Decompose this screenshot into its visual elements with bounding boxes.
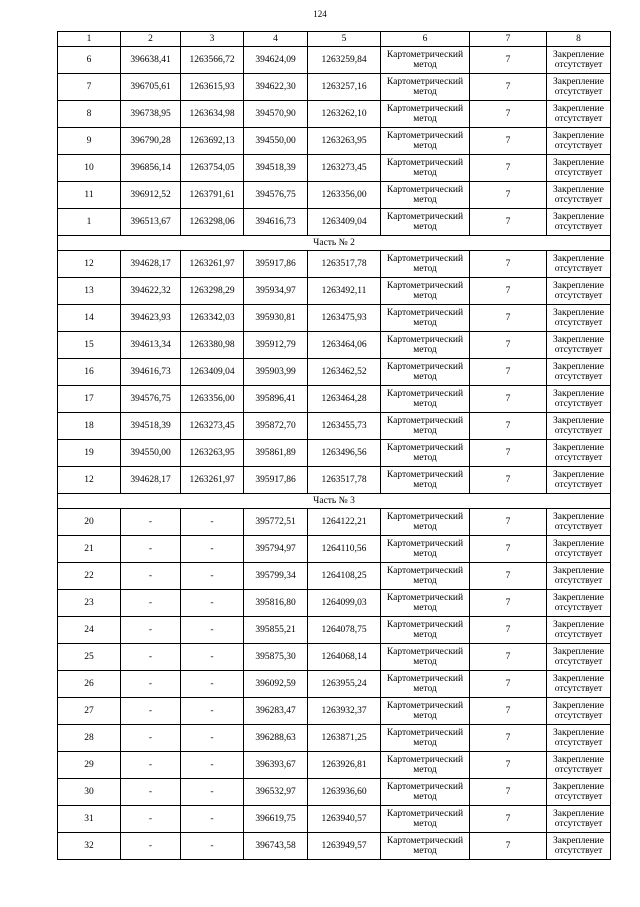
coord-x-new-cell: 394576,75 [244, 182, 308, 209]
coord-x-old-cell: 394576,75 [121, 386, 181, 413]
coord-y-new-cell: 1263492,11 [308, 278, 381, 305]
fixing-cell: Закрепление отсутствует [547, 806, 611, 833]
coord-y-old-cell: 1263754,05 [181, 155, 244, 182]
point-number-cell: 32 [58, 833, 121, 860]
coord-y-old-cell: - [181, 725, 244, 752]
method-cell: Картометрический метод [381, 413, 470, 440]
fixing-cell: Закрепление отсутствует [547, 698, 611, 725]
coord-y-new-cell: 1263955,24 [308, 671, 381, 698]
accuracy-cell: 7 [470, 617, 547, 644]
coord-y-new-cell: 1263517,78 [308, 251, 381, 278]
coord-y-old-cell: - [181, 617, 244, 644]
table-row [58, 671, 611, 698]
coord-x-new-cell: 395930,81 [244, 305, 308, 332]
method-cell: Картометрический метод [381, 752, 470, 779]
coord-y-old-cell: - [181, 563, 244, 590]
table-row [58, 305, 611, 332]
point-number-cell: 30 [58, 779, 121, 806]
method-cell: Картометрический метод [381, 305, 470, 332]
table-row [58, 251, 611, 278]
accuracy-cell: 7 [470, 74, 547, 101]
point-number-cell: 31 [58, 806, 121, 833]
coord-y-new-cell: 1263949,57 [308, 833, 381, 860]
method-cell: Картометрический метод [381, 440, 470, 467]
table-row [58, 563, 611, 590]
fixing-cell: Закрепление отсутствует [547, 671, 611, 698]
coord-x-new-cell: 395799,34 [244, 563, 308, 590]
fixing-cell: Закрепление отсутствует [547, 386, 611, 413]
coord-y-new-cell: 1263262,10 [308, 101, 381, 128]
coord-y-new-cell: 1263871,25 [308, 725, 381, 752]
coord-y-new-cell: 1263496,56 [308, 440, 381, 467]
point-number-cell: 29 [58, 752, 121, 779]
coord-x-old-cell: - [121, 644, 181, 671]
coordinates-table [57, 31, 611, 860]
table-row [58, 155, 611, 182]
accuracy-cell: 7 [470, 209, 547, 236]
point-number-cell: 13 [58, 278, 121, 305]
table-row [58, 536, 611, 563]
table-row [58, 509, 611, 536]
fixing-cell: Закрепление отсутствует [547, 590, 611, 617]
coord-y-old-cell: 1263263,95 [181, 440, 244, 467]
accuracy-cell: 7 [470, 251, 547, 278]
fixing-cell: Закрепление отсутствует [547, 644, 611, 671]
point-number-cell: 9 [58, 128, 121, 155]
table-row [58, 209, 611, 236]
fixing-cell: Закрепление отсутствует [547, 278, 611, 305]
table-row [58, 698, 611, 725]
coord-x-new-cell: 395855,21 [244, 617, 308, 644]
coord-y-new-cell: 1263475,93 [308, 305, 381, 332]
method-cell: Картометрический метод [381, 671, 470, 698]
method-cell: Картометрический метод [381, 563, 470, 590]
accuracy-cell: 7 [470, 563, 547, 590]
accuracy-cell: 7 [470, 386, 547, 413]
fixing-cell: Закрепление отсутствует [547, 74, 611, 101]
table-row [58, 644, 611, 671]
coord-y-old-cell: 1263634,98 [181, 101, 244, 128]
method-cell: Картометрический метод [381, 74, 470, 101]
coord-x-old-cell: - [121, 752, 181, 779]
fixing-cell: Закрепление отсутствует [547, 752, 611, 779]
accuracy-cell: 7 [470, 752, 547, 779]
coord-y-old-cell: - [181, 833, 244, 860]
point-number-cell: 6 [58, 47, 121, 74]
section-title-row [58, 494, 611, 509]
coord-y-old-cell: - [181, 806, 244, 833]
coord-x-new-cell: 394550,00 [244, 128, 308, 155]
coord-y-old-cell: 1263261,97 [181, 251, 244, 278]
coord-x-new-cell: 395903,99 [244, 359, 308, 386]
coord-x-new-cell: 395816,80 [244, 590, 308, 617]
fixing-cell: Закрепление отсутствует [547, 305, 611, 332]
coord-x-new-cell: 396092,59 [244, 671, 308, 698]
table-row [58, 467, 611, 494]
fixing-cell: Закрепление отсутствует [547, 182, 611, 209]
point-number-cell: 1 [58, 209, 121, 236]
coord-x-old-cell: 394622,32 [121, 278, 181, 305]
coord-x-new-cell: 396532,97 [244, 779, 308, 806]
fixing-cell: Закрепление отсутствует [547, 440, 611, 467]
method-cell: Картометрический метод [381, 725, 470, 752]
fixing-cell: Закрепление отсутствует [547, 467, 611, 494]
point-number-cell: 20 [58, 509, 121, 536]
point-number-cell: 17 [58, 386, 121, 413]
coord-y-new-cell: 1264078,75 [308, 617, 381, 644]
coord-y-old-cell: 1263380,98 [181, 332, 244, 359]
table-row [58, 779, 611, 806]
point-number-cell: 15 [58, 332, 121, 359]
method-cell: Картометрический метод [381, 536, 470, 563]
point-number-cell: 18 [58, 413, 121, 440]
method-cell: Картометрический метод [381, 806, 470, 833]
coord-x-new-cell: 396393,67 [244, 752, 308, 779]
method-cell: Картометрический метод [381, 779, 470, 806]
coord-x-old-cell: 394550,00 [121, 440, 181, 467]
coord-x-old-cell: - [121, 698, 181, 725]
coord-x-new-cell: 395772,51 [244, 509, 308, 536]
table-row [58, 74, 611, 101]
accuracy-cell: 7 [470, 590, 547, 617]
coord-y-new-cell: 1263940,57 [308, 806, 381, 833]
point-number-cell: 12 [58, 467, 121, 494]
coord-x-new-cell: 395875,30 [244, 644, 308, 671]
coord-x-old-cell: 396638,41 [121, 47, 181, 74]
accuracy-cell: 7 [470, 155, 547, 182]
coord-x-old-cell: - [121, 617, 181, 644]
fixing-cell: Закрепление отсутствует [547, 128, 611, 155]
accuracy-cell: 7 [470, 833, 547, 860]
coord-x-new-cell: 394570,90 [244, 101, 308, 128]
coord-y-old-cell: 1263356,00 [181, 386, 244, 413]
accuracy-cell: 7 [470, 725, 547, 752]
method-cell: Картометрический метод [381, 359, 470, 386]
coord-y-old-cell: - [181, 590, 244, 617]
coord-x-old-cell: 396738,95 [121, 101, 181, 128]
coord-y-old-cell: 1263409,04 [181, 359, 244, 386]
coord-x-new-cell: 395934,97 [244, 278, 308, 305]
coord-x-new-cell: 395912,79 [244, 332, 308, 359]
coord-y-old-cell: 1263298,29 [181, 278, 244, 305]
method-cell: Картометрический метод [381, 47, 470, 74]
coord-x-new-cell: 396283,47 [244, 698, 308, 725]
coord-x-old-cell: 394628,17 [121, 467, 181, 494]
accuracy-cell: 7 [470, 467, 547, 494]
coord-x-new-cell: 395794,97 [244, 536, 308, 563]
fixing-cell: Закрепление отсутствует [547, 155, 611, 182]
coord-y-new-cell: 1264068,14 [308, 644, 381, 671]
coord-x-new-cell: 394622,30 [244, 74, 308, 101]
fixing-cell: Закрепление отсутствует [547, 47, 611, 74]
table-row [58, 590, 611, 617]
coord-x-new-cell: 395917,86 [244, 467, 308, 494]
coord-x-new-cell: 394616,73 [244, 209, 308, 236]
method-cell: Картометрический метод [381, 278, 470, 305]
accuracy-cell: 7 [470, 671, 547, 698]
column-header: 2 [121, 32, 181, 47]
coord-y-old-cell: - [181, 671, 244, 698]
coord-x-old-cell: - [121, 536, 181, 563]
fixing-cell: Закрепление отсутствует [547, 332, 611, 359]
point-number-cell: 8 [58, 101, 121, 128]
coord-y-old-cell: - [181, 509, 244, 536]
fixing-cell: Закрепление отсутствует [547, 413, 611, 440]
coord-y-old-cell: - [181, 536, 244, 563]
method-cell: Картометрический метод [381, 698, 470, 725]
coord-x-new-cell: 395872,70 [244, 413, 308, 440]
fixing-cell: Закрепление отсутствует [547, 509, 611, 536]
coord-y-old-cell: 1263566,72 [181, 47, 244, 74]
page-number: 124 [313, 9, 327, 19]
column-header: 4 [244, 32, 308, 47]
method-cell: Картометрический метод [381, 251, 470, 278]
coord-x-old-cell: 396912,52 [121, 182, 181, 209]
coord-x-new-cell: 394518,39 [244, 155, 308, 182]
point-number-cell: 27 [58, 698, 121, 725]
accuracy-cell: 7 [470, 332, 547, 359]
coord-y-new-cell: 1263263,95 [308, 128, 381, 155]
accuracy-cell: 7 [470, 305, 547, 332]
coord-x-old-cell: - [121, 509, 181, 536]
table-row [58, 725, 611, 752]
point-number-cell: 19 [58, 440, 121, 467]
coord-x-old-cell: - [121, 563, 181, 590]
method-cell: Картометрический метод [381, 509, 470, 536]
accuracy-cell: 7 [470, 101, 547, 128]
fixing-cell: Закрепление отсутствует [547, 101, 611, 128]
point-number-cell: 24 [58, 617, 121, 644]
coord-y-new-cell: 1263455,73 [308, 413, 381, 440]
point-number-cell: 23 [58, 590, 121, 617]
method-cell: Картометрический метод [381, 590, 470, 617]
table-row [58, 386, 611, 413]
method-cell: Картометрический метод [381, 182, 470, 209]
coord-x-old-cell: 394616,73 [121, 359, 181, 386]
fixing-cell: Закрепление отсутствует [547, 563, 611, 590]
coord-y-new-cell: 1264122,21 [308, 509, 381, 536]
table-row [58, 413, 611, 440]
coord-y-old-cell: 1263615,93 [181, 74, 244, 101]
accuracy-cell: 7 [470, 47, 547, 74]
coord-x-new-cell: 395861,89 [244, 440, 308, 467]
point-number-cell: 22 [58, 563, 121, 590]
fixing-cell: Закрепление отсутствует [547, 359, 611, 386]
coord-y-new-cell: 1263517,78 [308, 467, 381, 494]
column-header: 6 [381, 32, 470, 47]
accuracy-cell: 7 [470, 278, 547, 305]
coord-x-new-cell: 394624,09 [244, 47, 308, 74]
coord-x-old-cell: - [121, 590, 181, 617]
coord-x-old-cell: - [121, 833, 181, 860]
table-row [58, 278, 611, 305]
table-row [58, 47, 611, 74]
accuracy-cell: 7 [470, 440, 547, 467]
fixing-cell: Закрепление отсутствует [547, 536, 611, 563]
coord-y-new-cell: 1264099,03 [308, 590, 381, 617]
coord-x-new-cell: 396619,75 [244, 806, 308, 833]
point-number-cell: 7 [58, 74, 121, 101]
fixing-cell: Закрепление отсутствует [547, 725, 611, 752]
method-cell: Картометрический метод [381, 209, 470, 236]
method-cell: Картометрический метод [381, 644, 470, 671]
point-number-cell: 12 [58, 251, 121, 278]
accuracy-cell: 7 [470, 644, 547, 671]
table-row [58, 752, 611, 779]
coord-x-old-cell: 394613,34 [121, 332, 181, 359]
coord-y-old-cell: - [181, 752, 244, 779]
coord-y-old-cell: 1263791,61 [181, 182, 244, 209]
coord-y-new-cell: 1264108,25 [308, 563, 381, 590]
coord-y-old-cell: - [181, 698, 244, 725]
table-row [58, 101, 611, 128]
coord-y-new-cell: 1264110,56 [308, 536, 381, 563]
fixing-cell: Закрепление отсутствует [547, 209, 611, 236]
table-row [58, 182, 611, 209]
column-header: 8 [547, 32, 611, 47]
table-row [58, 617, 611, 644]
accuracy-cell: 7 [470, 182, 547, 209]
table-row [58, 833, 611, 860]
coord-x-old-cell: 394623,93 [121, 305, 181, 332]
point-number-cell: 21 [58, 536, 121, 563]
coord-x-new-cell: 396288,63 [244, 725, 308, 752]
point-number-cell: 11 [58, 182, 121, 209]
coord-x-old-cell: - [121, 671, 181, 698]
accuracy-cell: 7 [470, 536, 547, 563]
method-cell: Картометрический метод [381, 617, 470, 644]
coord-y-new-cell: 1263259,84 [308, 47, 381, 74]
coord-y-new-cell: 1263273,45 [308, 155, 381, 182]
coord-y-old-cell: 1263692,13 [181, 128, 244, 155]
fixing-cell: Закрепление отсутствует [547, 779, 611, 806]
table-row [58, 332, 611, 359]
accuracy-cell: 7 [470, 413, 547, 440]
coord-y-new-cell: 1263462,52 [308, 359, 381, 386]
coord-x-new-cell: 395896,41 [244, 386, 308, 413]
table-row [58, 359, 611, 386]
accuracy-cell: 7 [470, 806, 547, 833]
coord-x-old-cell: - [121, 725, 181, 752]
accuracy-cell: 7 [470, 359, 547, 386]
method-cell: Картометрический метод [381, 332, 470, 359]
table-row [58, 440, 611, 467]
coord-y-new-cell: 1263926,81 [308, 752, 381, 779]
method-cell: Картометрический метод [381, 467, 470, 494]
coord-y-new-cell: 1263464,28 [308, 386, 381, 413]
coord-x-old-cell: 396790,28 [121, 128, 181, 155]
coord-y-old-cell: - [181, 779, 244, 806]
section-title: Часть № 3 [58, 494, 611, 509]
point-number-cell: 26 [58, 671, 121, 698]
accuracy-cell: 7 [470, 128, 547, 155]
coord-x-old-cell: 394518,39 [121, 413, 181, 440]
coord-x-old-cell: 396513,67 [121, 209, 181, 236]
coord-x-old-cell: 394628,17 [121, 251, 181, 278]
column-header: 1 [58, 32, 121, 47]
accuracy-cell: 7 [470, 779, 547, 806]
coord-x-new-cell: 396743,58 [244, 833, 308, 860]
column-header: 7 [470, 32, 547, 47]
coord-y-old-cell: 1263261,97 [181, 467, 244, 494]
table-row [58, 806, 611, 833]
coord-y-old-cell: 1263342,03 [181, 305, 244, 332]
coord-x-old-cell: 396705,61 [121, 74, 181, 101]
fixing-cell: Закрепление отсутствует [547, 251, 611, 278]
coord-y-old-cell: 1263273,45 [181, 413, 244, 440]
coord-y-new-cell: 1263932,37 [308, 698, 381, 725]
method-cell: Картометрический метод [381, 101, 470, 128]
point-number-cell: 28 [58, 725, 121, 752]
coord-y-new-cell: 1263257,16 [308, 74, 381, 101]
coord-x-old-cell: 396856,14 [121, 155, 181, 182]
point-number-cell: 25 [58, 644, 121, 671]
section-title-row [58, 236, 611, 251]
coord-y-new-cell: 1263464,06 [308, 332, 381, 359]
coord-y-new-cell: 1263409,04 [308, 209, 381, 236]
accuracy-cell: 7 [470, 698, 547, 725]
method-cell: Картометрический метод [381, 155, 470, 182]
method-cell: Картометрический метод [381, 128, 470, 155]
point-number-cell: 10 [58, 155, 121, 182]
table-row [58, 128, 611, 155]
coord-y-old-cell: 1263298,06 [181, 209, 244, 236]
coord-x-old-cell: - [121, 779, 181, 806]
coord-y-new-cell: 1263356,00 [308, 182, 381, 209]
method-cell: Картометрический метод [381, 833, 470, 860]
fixing-cell: Закрепление отсутствует [547, 617, 611, 644]
header-row [58, 32, 611, 47]
accuracy-cell: 7 [470, 509, 547, 536]
column-header: 5 [308, 32, 381, 47]
coord-y-new-cell: 1263936,60 [308, 779, 381, 806]
point-number-cell: 14 [58, 305, 121, 332]
section-title: Часть № 2 [58, 236, 611, 251]
method-cell: Картометрический метод [381, 386, 470, 413]
point-number-cell: 16 [58, 359, 121, 386]
column-header: 3 [181, 32, 244, 47]
coord-y-old-cell: - [181, 644, 244, 671]
coord-x-old-cell: - [121, 806, 181, 833]
fixing-cell: Закрепление отсутствует [547, 833, 611, 860]
coord-x-new-cell: 395917,86 [244, 251, 308, 278]
